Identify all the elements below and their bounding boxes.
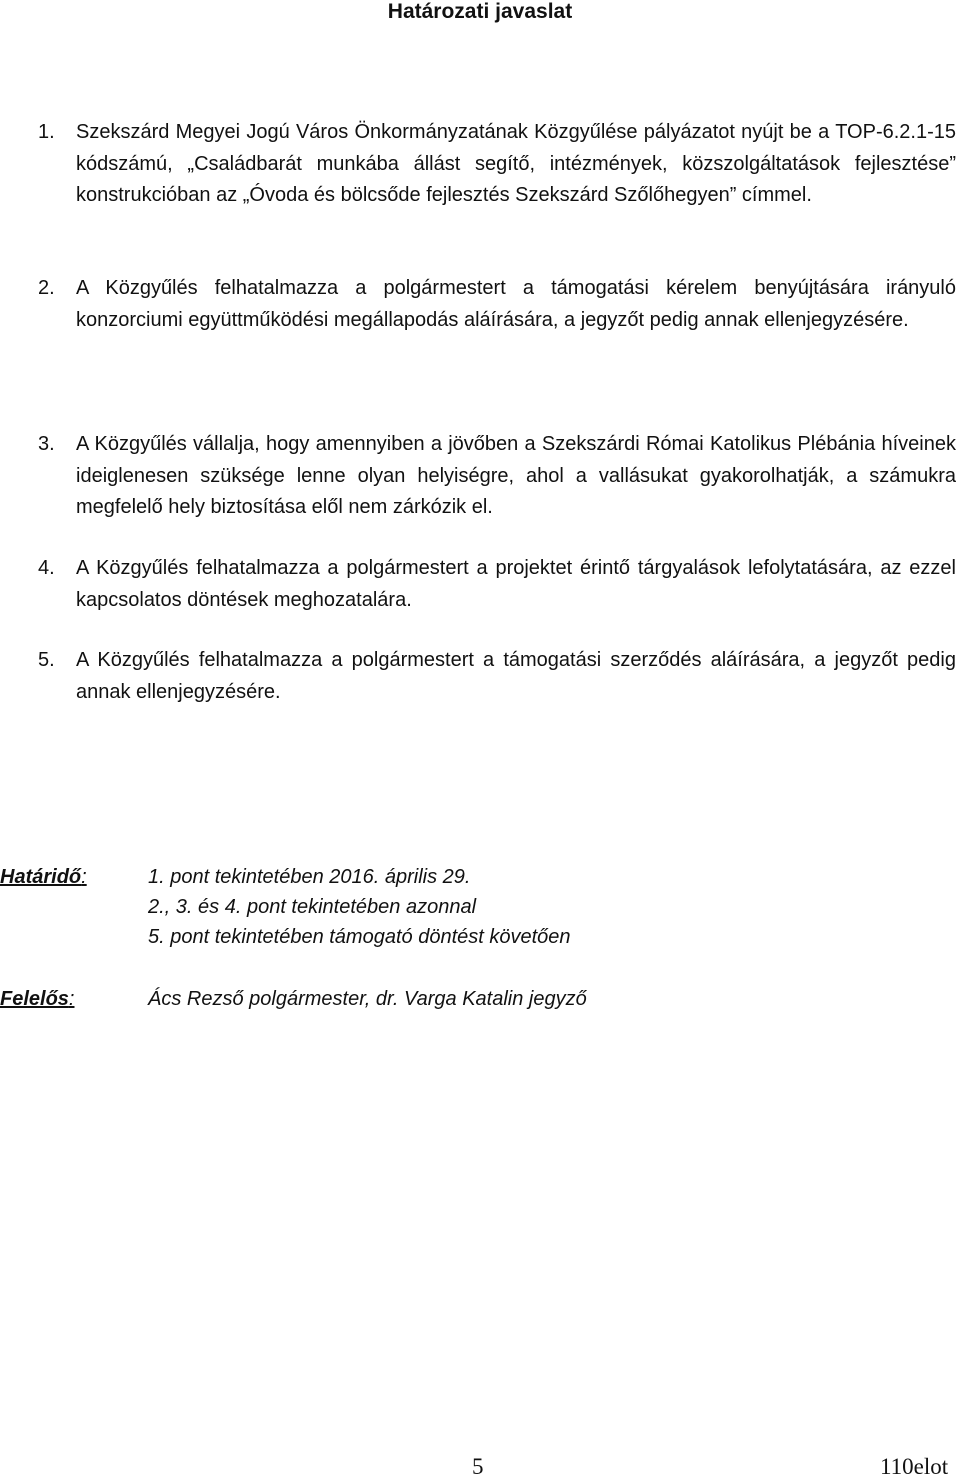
resolution-item-4 <box>38 553 956 616</box>
deadline-line-3: 5. pont tekintetében támogató döntést követően <box>148 926 571 948</box>
document-title: Határozati javaslat <box>387 0 573 23</box>
resolution-item-1 <box>38 117 956 212</box>
responsible-label <box>0 984 74 1014</box>
item-text: Szekszárd Megyei Jogú Város Önkormányzatának Közgyűlése pályázatot nyújt be a TOP-6.2.1-15 kódszámú, „Családbarát munkába állást segítő, intézmények, közszolgáltatások fejlesztése” konstrukcióban az „Óvoda és bölcsőde fejlesztés Szekszárd Szőlőhegyen” címmel. <box>76 121 956 206</box>
resolution-item-2 <box>38 273 956 336</box>
deadline-label <box>0 862 87 892</box>
resolution-item-5 <box>38 645 956 708</box>
deadline-label-text: Határidő <box>0 866 82 888</box>
item-number: 5. <box>38 649 55 671</box>
resolution-item-3 <box>38 429 956 524</box>
item-number: 1. <box>38 121 55 143</box>
page-number: 5 <box>472 1454 484 1479</box>
responsible-value: Ács Rezső polgármester, dr. Varga Katalin jegyző <box>148 988 587 1010</box>
responsible-label-text: Felelős <box>0 988 69 1010</box>
item-text: A Közgyűlés felhatalmazza a polgármestert a támogatási szerződés aláírására, a jegyzőt pedig annak ellenjegyzésére. <box>76 649 956 703</box>
deadline-line-2: 2., 3. és 4. pont tekintetében azonnal <box>148 896 477 918</box>
item-number: 2. <box>38 277 55 299</box>
deadline-label-colon: : <box>81 866 87 888</box>
item-text: A Közgyűlés vállalja, hogy amennyiben a jövőben a Szekszárdi Római Katolikus Plébánia híveinek ideiglenesen szüksége lenne olyan helyiségre, ahol a vallásukat gyakorolhatják, a számukra megfelelő hely biztosítása elől nem zárkózik el. <box>76 433 956 518</box>
deadline-line-1: 1. pont tekintetében 2016. április 29. <box>148 866 471 888</box>
item-number: 4. <box>38 557 55 579</box>
responsible-label-colon: : <box>68 988 75 1010</box>
item-text: A Közgyűlés felhatalmazza a polgármestert a támogatási kérelem benyújtására irányuló konzorciumi együttműködési megállapodás aláírására, a jegyzőt pedig annak ellenjegyzésére. <box>76 277 956 331</box>
document-code: 110elot <box>880 1454 949 1479</box>
item-text: A Közgyűlés felhatalmazza a polgármestert a projektet érintő tárgyalások lefolytatására, az ezzel kapcsolatos döntések meghozatalára. <box>76 557 956 611</box>
item-number: 3. <box>38 433 55 455</box>
